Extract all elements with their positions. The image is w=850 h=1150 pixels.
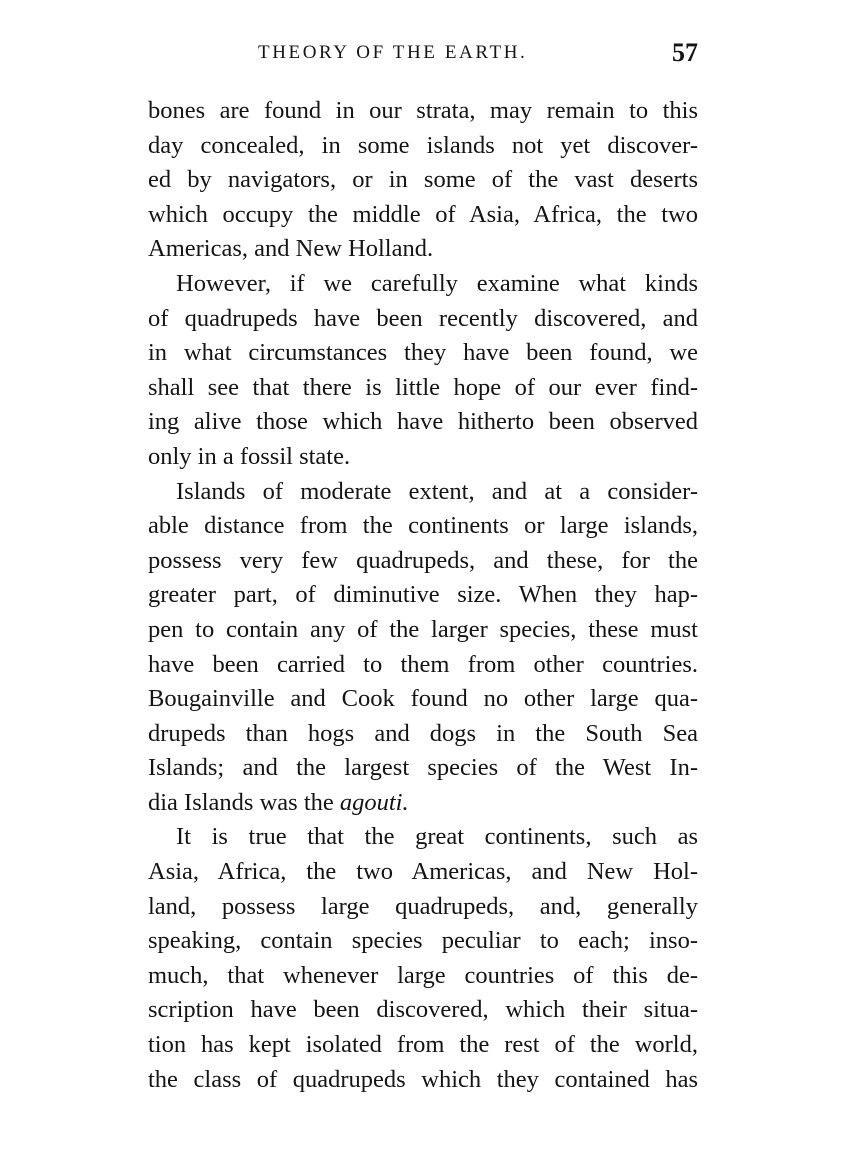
paragraph — [148, 267, 698, 475]
paragraph — [148, 475, 698, 821]
text-line: It is true that the great continents, such as — [176, 823, 698, 851]
text-line: Bougainville and Cook found no other large qua- — [148, 685, 698, 713]
text-line: have been carried to them from other countries. — [148, 650, 698, 678]
text-line: bones are found in our strata, may remain to this — [148, 97, 698, 124]
text-line: tion has kept isolated from the rest of the world, — [148, 1031, 698, 1059]
text-line: drupeds than hogs and dogs in the South Sea — [148, 719, 698, 747]
text-line: Americas, and New Holland. — [148, 235, 434, 263]
text-line: However, if we carefully examine what kinds — [176, 269, 698, 297]
text-line: Asia, Africa, the two Americas, and New Hol- — [148, 858, 698, 886]
paragraph — [148, 94, 698, 267]
text-line: ed by navigators, or in some of the vast deserts — [148, 166, 698, 194]
paragraph — [148, 820, 698, 1097]
text-line: day concealed, in some islands not yet discover- — [148, 131, 698, 159]
text-line: pen to contain any of the larger species, these must — [148, 615, 698, 643]
text-line: much, that whenever large countries of this de- — [148, 961, 698, 989]
running-head — [150, 38, 698, 72]
text-line: speaking, contain species peculiar to each; inso- — [148, 927, 698, 955]
text-run: dia Islands was the — [148, 788, 334, 816]
italic-term: agouti. — [339, 788, 409, 816]
text-line: shall see that there is little hope of our ever find- — [148, 373, 698, 401]
text-line: Islands of moderate extent, and at a consider- — [176, 477, 698, 505]
running-title: THEORY OF THE EARTH. — [258, 42, 528, 63]
text-line: greater part, of diminutive size. When they hap- — [148, 581, 698, 609]
body-text — [148, 94, 698, 1097]
text-line: possess very few quadrupeds, and these, for the — [148, 546, 698, 574]
text-line: in what circumstances they have been found, we — [148, 339, 698, 367]
text-line: able distance from the continents or large islands, — [148, 512, 698, 540]
text-line: of quadrupeds have been recently discovered, and — [148, 304, 698, 332]
text-line: scription have been discovered, which their situa- — [148, 996, 698, 1024]
text-line: which occupy the middle of Asia, Africa, the two — [148, 200, 698, 228]
text-line: only in a fossil state. — [148, 442, 351, 470]
text-line: ing alive those which have hitherto been observed — [148, 408, 698, 436]
text-line-with-italic — [148, 786, 698, 821]
text-line: Islands; and the largest species of the West In- — [148, 754, 698, 782]
text-line: the class of quadrupeds which they contained has — [148, 1065, 698, 1093]
page-number: 57 — [672, 38, 698, 67]
text-line: land, possess large quadrupeds, and, generally — [148, 892, 698, 920]
